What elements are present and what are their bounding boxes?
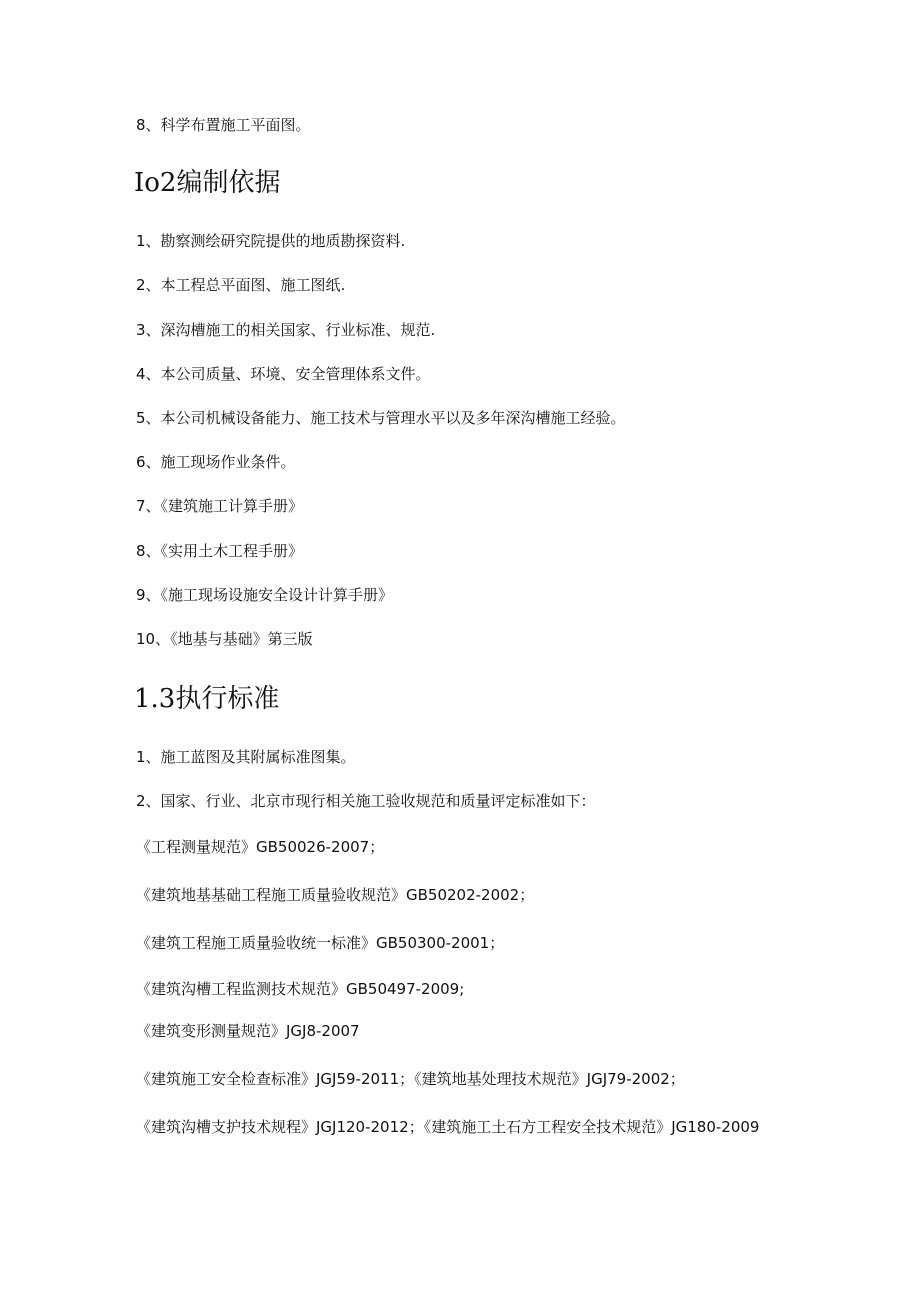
standards-item-2: 2、国家、行业、北京市现行相关施工验收规范和质量评定标准如下： bbox=[136, 792, 596, 810]
standard-entry: 《建筑沟槽工程监测技术规范》GB50497-2009; bbox=[136, 980, 465, 998]
standard-entry: 《建筑变形测量规范》JGJ8-2007 bbox=[136, 1022, 360, 1040]
section-heading-standards: 1.3执行标准 bbox=[134, 684, 280, 714]
standard-entry: 《建筑沟槽支护技术规程》JGJ120-2012；《建筑施工土石方工程安全技术规范》JG180-2009 bbox=[136, 1118, 760, 1136]
basis-item-9: 9、《施工现场设施安全设计计算手册》 bbox=[136, 586, 394, 604]
standard-entry: 《建筑施工安全检查标准》JGJ59-2011；《建筑地基处理技术规范》JGJ79-2002； bbox=[136, 1070, 685, 1088]
standards-item-1: 1、施工蓝图及其附属标准图集。 bbox=[136, 748, 356, 766]
basis-item-8: 8、《实用土木工程手册》 bbox=[136, 542, 304, 560]
standard-entry: 《工程测量规范》GB50026-2007； bbox=[136, 838, 385, 856]
basis-item-3: 3、深沟槽施工的相关国家、行业标准、规范. bbox=[136, 321, 436, 339]
basis-item-10: 10、《地基与基础》第三版 bbox=[136, 630, 313, 648]
basis-item-5: 5、本公司机械设备能力、施工技术与管理水平以及多年深沟槽施工经验。 bbox=[136, 409, 626, 427]
basis-item-1: 1、勘察测绘研究院提供的地质勘探资料. bbox=[136, 232, 406, 250]
standard-entry: 《建筑工程施工质量验收统一标准》GB50300-2001； bbox=[136, 934, 505, 952]
section-heading-basis: Io2编制依据 bbox=[134, 168, 281, 198]
standard-entry: 《建筑地基基础工程施工质量验收规范》GB50202-2002； bbox=[136, 886, 535, 904]
intro-list-item: 8、科学布置施工平面图。 bbox=[136, 116, 311, 134]
basis-item-7: 7、《建筑施工计算手册》 bbox=[136, 497, 304, 515]
basis-item-4: 4、本公司质量、环境、安全管理体系文件。 bbox=[136, 365, 431, 383]
basis-item-2: 2、本工程总平面图、施工图纸. bbox=[136, 276, 346, 294]
basis-item-6: 6、施工现场作业条件。 bbox=[136, 453, 296, 471]
